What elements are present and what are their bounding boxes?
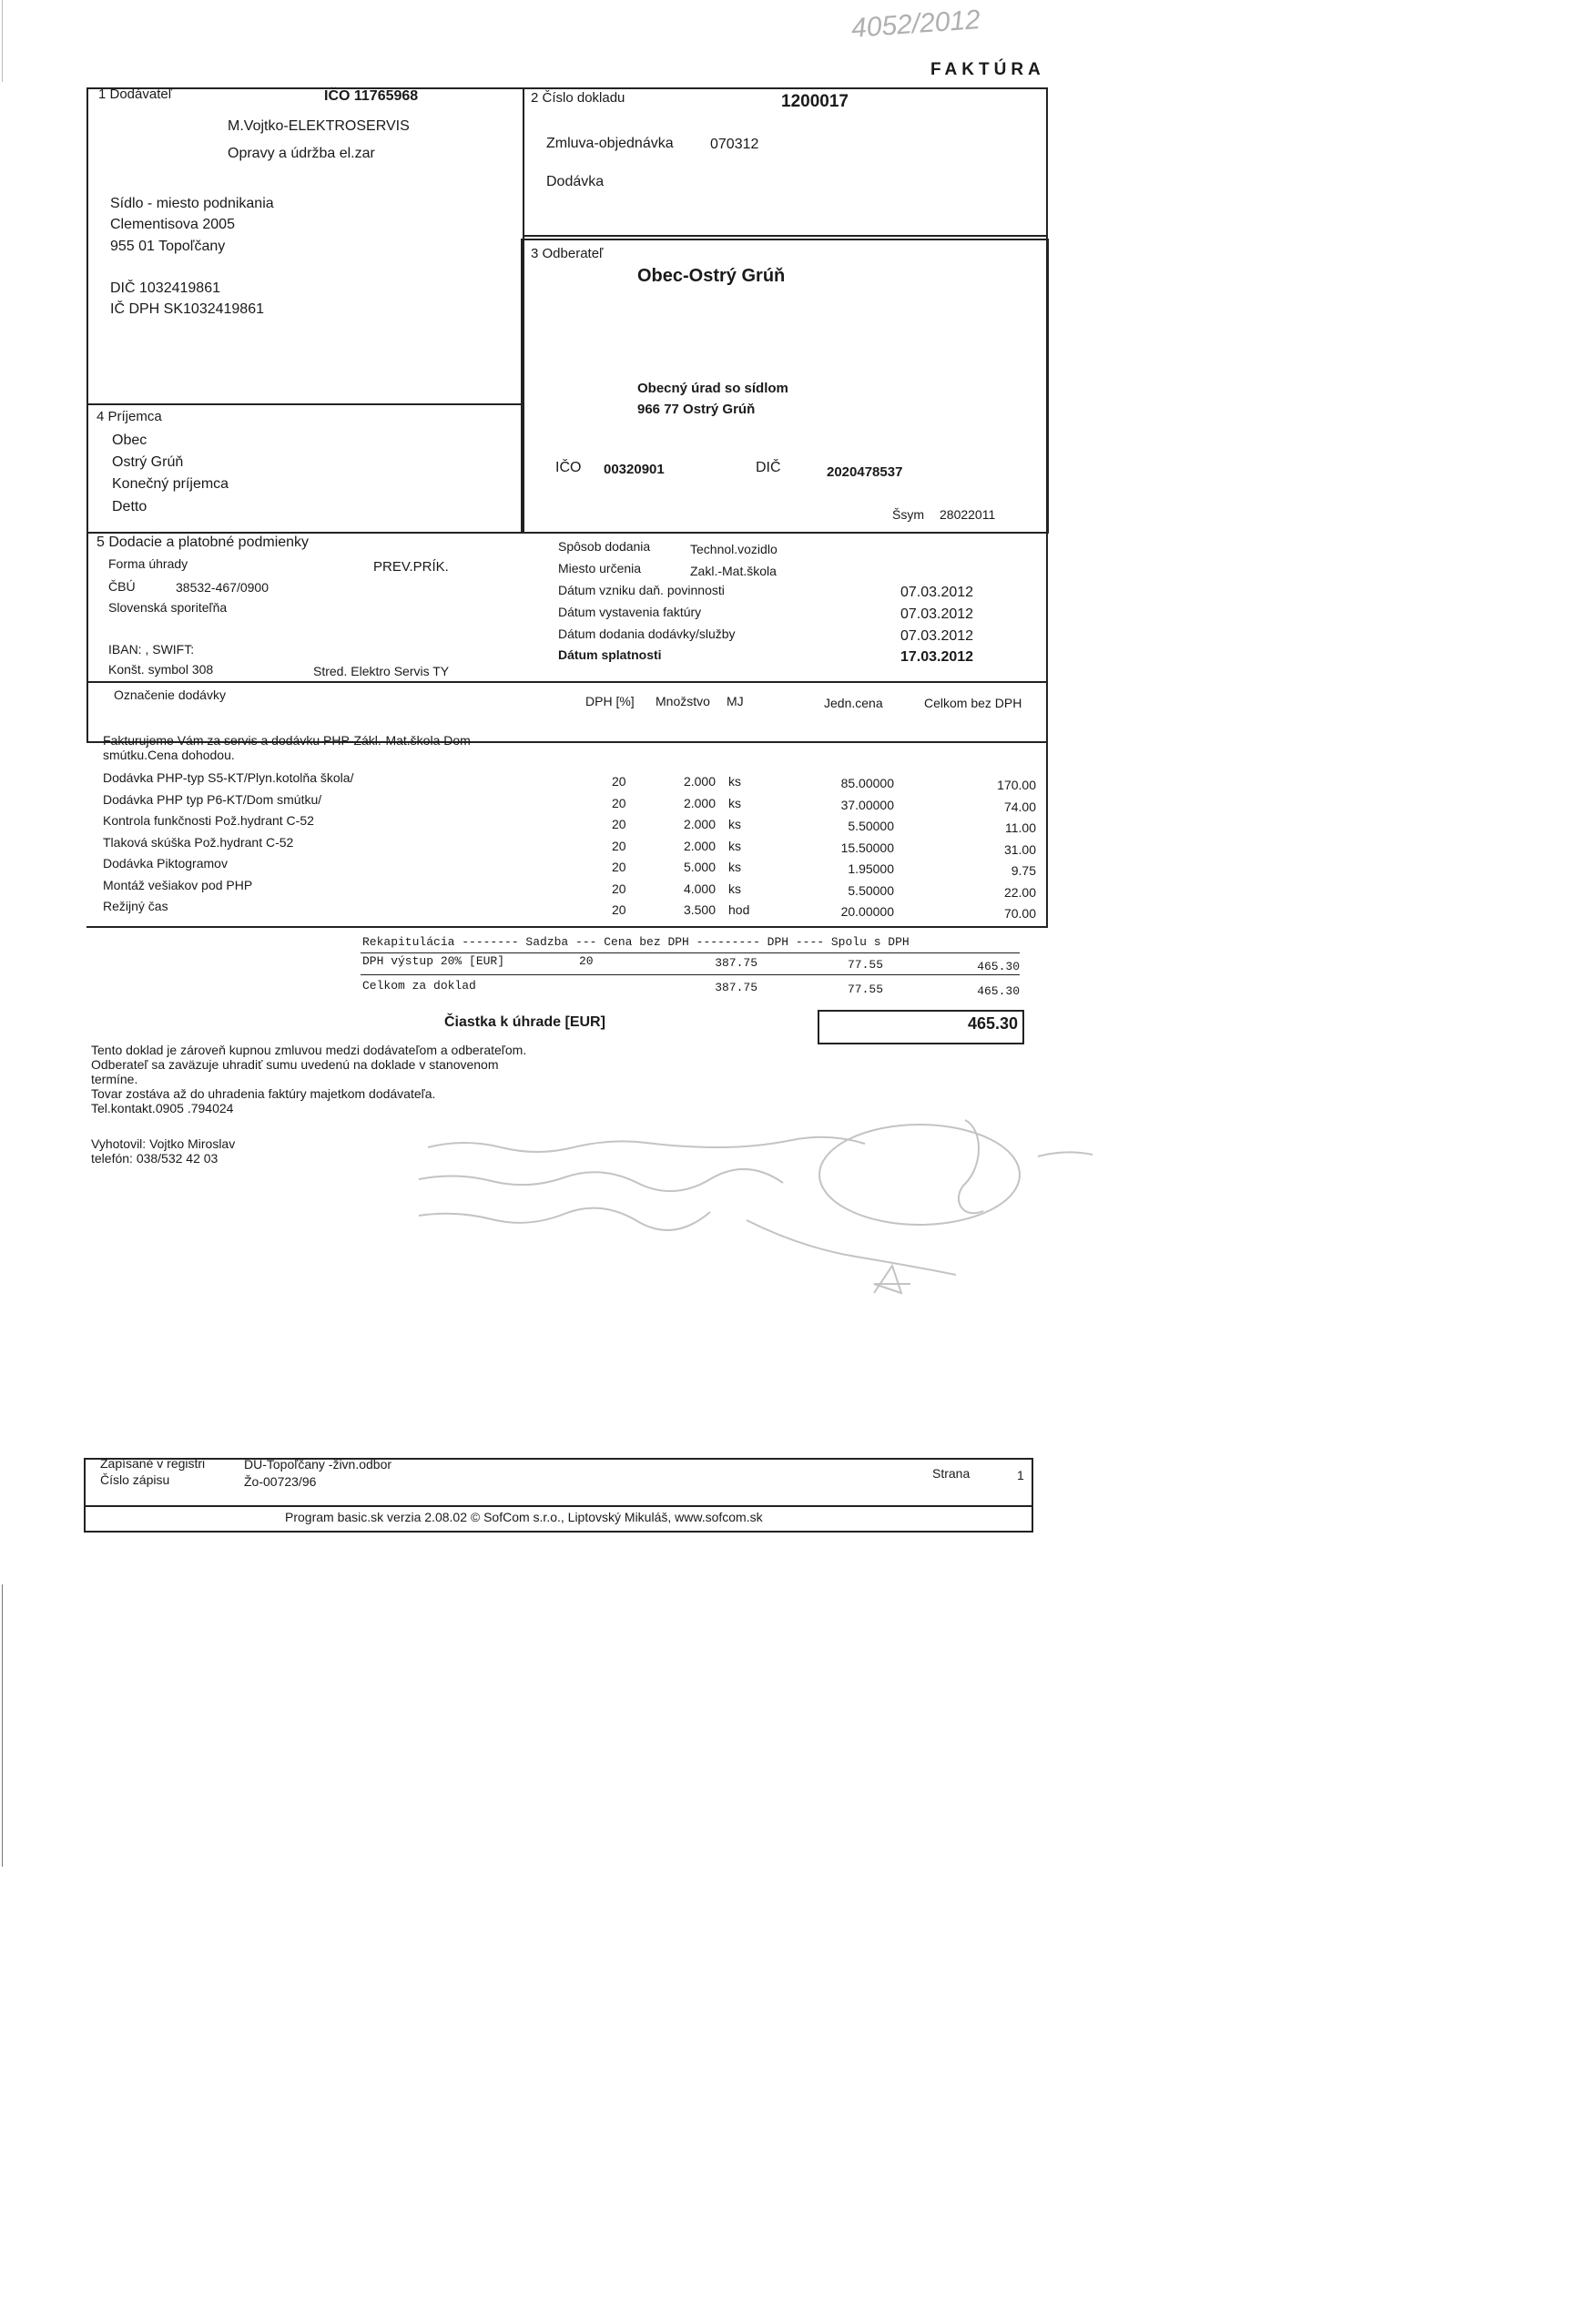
issuer-phone: telefón: 038/532 42 03 [91,1151,219,1166]
customer-city: 966 77 Ostrý Grúň [637,402,756,417]
supplier-street: Clementisova 2005 [110,217,235,232]
item-qty: 5.000 [683,860,716,874]
items-header-qty: Množstvo [656,694,710,708]
item-unit-price: 20.00000 [840,904,894,919]
payment-value: PREV.PRÍK. [373,559,449,575]
item-unit-price: 5.50000 [848,882,894,898]
stamp-mark [401,1093,1129,1366]
items-header-unit: MJ [727,694,744,708]
item-desc: Dodávka PHP-typ S5-KT/Plyn.kotolňa škola/ [103,770,354,785]
order-label: Zmluva-objednávka [546,136,674,151]
terms-row-label: Dátum vzniku daň. povinnosti [558,583,725,597]
customer-dic-value: 2020478537 [827,464,903,480]
footer-divider [84,1505,1033,1507]
item-unit: hod [728,902,750,917]
terms-row-value: Technol.vozidlo [690,542,778,556]
margin-mark-2 [2,0,3,82]
customer-ico-value: 00320901 [604,462,665,477]
customer-ssym-label: Šsym [892,507,924,522]
intro-line-1: Fakturujeme Vám za servis a dodávku PHP-Zákl.-Mat.škola Dom [103,733,471,748]
item-total: 11.00 [1005,820,1036,835]
note-line-1: Tento doklad je zároveň kupnou zmluvou medzi dodávateľom a odberateľom. [91,1043,527,1057]
recap-total-base: 387.75 [715,981,757,994]
terms-row-date: 17.03.2012 [900,649,974,665]
terms-row-label: Spôsob dodania [558,539,651,554]
item-unit: ks [728,860,741,874]
terms-row-label: Dátum dodania dodávky/služby [558,626,736,641]
item-unit-price: 1.95000 [848,861,894,876]
note-line-2: Odberateľ sa zaväzuje uhradiť sumu uvedenú na doklade v stanovenom [91,1057,499,1072]
constant-symbol: Konšt. symbol 308 [108,662,214,677]
issuer: Vyhotovil: Vojtko Miroslav [91,1136,236,1151]
item-qty: 2.000 [683,774,716,789]
items-header-vat: DPH [%] [585,694,635,708]
note-line-3: termíne. [91,1072,138,1086]
recipient-header: 4 Príjemca [97,409,162,424]
footer-program: Program basic.sk verzia 2.08.02 © SofCom s.r.o., Liptovský Mikuláš, www.sofcom.sk [285,1510,763,1524]
footer-page-value: 1 [1017,1468,1024,1482]
recap-row-base: 387.75 [715,956,757,970]
recap-total-vat: 77.55 [847,983,883,996]
item-unit-price: 85.00000 [840,776,894,790]
amount-due-label: Čiastka k úhrade [EUR] [444,1014,605,1030]
item-qty: 4.000 [683,881,716,896]
items-header-desc: Označenie dodávky [114,687,226,702]
items-header-line [86,681,1048,683]
item-total: 70.00 [1003,906,1036,921]
document-number: 1200017 [781,92,849,111]
terms-row-label: Dátum vystavenia faktúry [558,605,702,619]
item-qty: 2.000 [683,838,716,853]
item-desc: Dodávka Piktogramov [103,856,228,871]
item-desc: Kontrola funkčnosti Pož.hydrant C-52 [103,813,314,828]
footer-page-label: Strana [932,1466,971,1481]
recap-row-vat: 77.55 [847,958,883,972]
recap-total-total: 465.30 [977,984,1020,998]
terms-row-date: 07.03.2012 [900,585,974,600]
customer-ssym-value: 28022011 [940,507,996,522]
supplier-bottom-line [86,403,524,405]
terms-header: 5 Dodacie a platobné podmienky [97,535,310,550]
recipient-line-2: Ostrý Grúň [112,454,184,470]
supplier-ic-dph: IČ DPH SK1032419861 [110,301,264,317]
footer-reg-value: DU-Topoľčany -živn.odbor [244,1457,392,1472]
doc-bottom-line [523,235,1048,237]
item-unit: ks [728,774,741,789]
recap-total-label: Celkom za doklad [362,979,476,993]
handwritten-number: 4052/2012 [849,5,981,44]
recipient-line-3: Konečný príjemca [112,476,229,492]
item-total: 9.75 [1011,863,1036,878]
recap-header: Rekapitulácia -------- Sadzba --- Cena bez DPH --------- DPH ---- Spolu s DPH [362,935,910,949]
account-value: 38532-467/0900 [176,580,269,595]
recipient-line-4: Detto [112,499,147,514]
customer-ico-label: IČO [555,460,582,475]
recap-line-1 [361,952,1020,953]
recap-row-rate: 20 [579,954,594,968]
item-desc: Tlaková skúška Pož.hydrant C-52 [103,834,294,850]
customer-dic-label: DIČ [756,460,781,475]
item-unit: ks [728,817,741,831]
item-unit: ks [728,838,741,853]
item-unit: ks [728,795,741,810]
item-qty: 2.000 [683,795,716,810]
cost-centre: Stred. Elektro Servis TY [313,664,450,678]
bank-name: Slovenská sporiteľňa [108,600,228,615]
item-unit: ks [728,881,741,896]
order-value: 070312 [710,137,759,152]
item-total: 22.00 [1003,884,1036,900]
account-label: ČBÚ [108,579,136,594]
item-qty: 2.000 [683,817,716,831]
item-total: 74.00 [1003,799,1036,814]
item-vat: 20 [612,774,626,789]
item-vat: 20 [612,860,626,874]
footer-num-value: Žo-00723/96 [244,1474,317,1489]
customer-office: Obecný úrad so sídlom [637,381,788,396]
terms-row-label: Dátum splatnosti [558,647,662,662]
item-desc: Dodávka PHP typ P6-KT/Dom smútku/ [103,791,322,807]
item-unit-price: 5.50000 [848,819,894,833]
item-vat: 20 [612,795,626,810]
terms-row-date: 07.03.2012 [900,606,974,622]
note-line-5: Tel.kontakt.0905 .794024 [91,1101,234,1115]
payment-label: Forma úhrady [108,556,188,571]
footer-reg-label: Zapísané v registri [100,1456,206,1471]
item-total: 31.00 [1003,841,1036,857]
recap-line-2 [361,974,1020,975]
recap-row-label: DPH výstup 20% [EUR] [362,954,505,968]
supplier-desc: Opravy a údržba el.zar [228,146,375,161]
item-unit-price: 15.50000 [840,840,894,855]
item-vat: 20 [612,881,626,896]
item-unit-price: 37.00000 [840,797,894,812]
delivery-label: Dodávka [546,174,605,189]
supplier-ico: IČO 11765968 [324,88,419,104]
recipient-line-1: Obec [112,433,147,448]
terms-row-label: Miesto určenia [558,561,642,575]
margin-mark-1 [2,1584,3,1867]
item-qty: 3.500 [683,902,716,917]
note-line-4: Tovar zostáva až do uhradenia faktúry majetkom dodávateľa. [91,1086,436,1101]
iban-swift: IBAN: , SWIFT: [108,642,195,657]
item-vat: 20 [612,817,626,831]
terms-row-date: 07.03.2012 [900,628,974,644]
item-desc: Režijný čas [103,899,168,913]
item-vat: 20 [612,838,626,853]
item-desc: Montáž vešiakov pod PHP [103,877,253,892]
supplier-seat-label: Sídlo - miesto podnikania [110,196,274,211]
footer-num-label: Číslo zápisu [100,1472,170,1487]
items-header-unit-price: Jedn.cena [824,696,883,710]
supplier-city: 955 01 Topoľčany [110,239,226,254]
customer-name: Obec-Ostrý Grúň [637,266,786,286]
amount-due-value: 465.30 [967,1014,1018,1033]
items-header-total: Celkom bez DPH [924,696,1022,710]
supplier-header: 1 Dodávateľ [98,87,173,102]
item-total: 170.00 [997,778,1036,792]
document-header: 2 Číslo dokladu [531,90,625,106]
item-vat: 20 [612,902,626,917]
supplier-dic: DIČ 1032419861 [110,280,220,296]
customer-header: 3 Odberateľ [531,246,604,261]
document-title: FAKTÚRA [930,60,1045,79]
supplier-name: M.Vojtko-ELEKTROSERVIS [228,118,410,134]
intro-line-2: smútku.Cena dohodou. [103,748,235,762]
recap-row-total: 465.30 [977,960,1020,973]
terms-row-value: Zakl.-Mat.škola [690,564,777,578]
